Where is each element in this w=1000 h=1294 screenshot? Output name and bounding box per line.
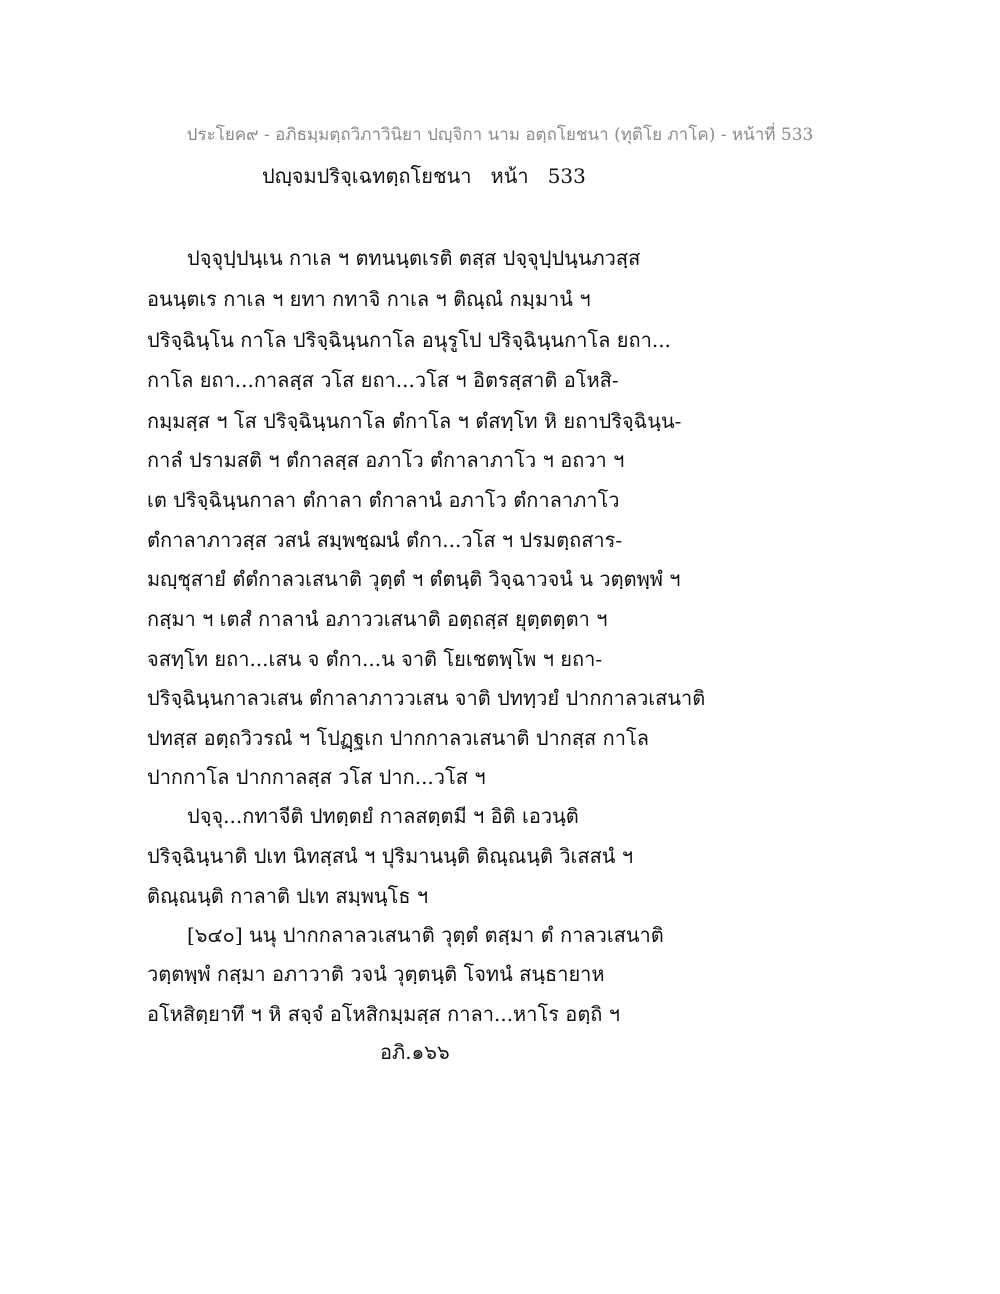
- page-title: ปญฺจมปริจฺเฉทตฺถโยชนา หน้า 533: [262, 164, 586, 188]
- text-line: กาโล ยถา...กาลสฺส วโส ยถา...วโส ฯ อิตรสฺสาติ อโหสิ-: [147, 368, 619, 392]
- text-line: อโหสิตฺยาทึ ฯ หิ สจฺจํ อโหสิกมฺมสฺส กาลา...หาโร อตฺถิ ฯ: [147, 1002, 620, 1026]
- text-line: ติณฺณนฺติ กาลาติ ปเท สมฺพนฺโธ ฯ: [147, 884, 429, 908]
- text-line: ตํกาลาภาวสฺส วสนํ สมฺพชฺฌนํ ตํกา...วโส ฯ ปรมตฺถสาร-: [147, 528, 623, 552]
- running-header: ประโยค๙ - อภิธมฺมตฺถวิภาวินิยา ปญฺจิกา นาม อตฺถโยชนา (ทุติโย ภาโค) - หน้าที่ 533: [186, 125, 814, 145]
- text-line: วตฺตพฺพํ กสฺมา อภาวาติ วจนํ วุตฺตนฺติ โจทนํ สนฺธายาห: [147, 962, 605, 986]
- text-line: ปทสฺส อตฺถวิวรณํ ฯ โปฏฺฐเก ปากกาลวเสนาติ ปากสฺส กาโล: [147, 726, 649, 750]
- text-line: กาลํ ปรามสติ ฯ ตํกาลสฺส อภาโว ตํกาลาภาโว ฯ อถวา ฯ: [147, 448, 625, 472]
- text-line: ปากกาโล ปากกาลสฺส วโส ปาก...วโส ฯ: [147, 765, 486, 789]
- page-footer: อภิ.๑๖๖: [380, 1040, 450, 1064]
- text-line: กมฺมสฺส ฯ โส ปริจฺฉินฺนกาโล ตํกาโล ฯ ตํสทฺโท หิ ยถาปริจฺฉินฺน-: [147, 409, 682, 433]
- text-line: ปจฺจุปฺปนฺเน กาเล ฯ ตทนนฺตเรติ ตสฺส ปจฺจุปฺปนฺนภวสฺส: [187, 246, 641, 270]
- text-line: อนนฺตเร กาเล ฯ ยทา กทาจิ กาเล ฯ ติณฺณํ กมฺมานํ ฯ: [147, 287, 591, 311]
- text-line: มญฺชุสายํ ตํตํกาลวเสนาติ วุตฺตํ ฯ ตํตนฺติ วิจฺฉาวจนํ น วตฺตพฺพํ ฯ: [147, 567, 681, 591]
- text-line: ปริจฺฉินฺนกาลวเสน ตํกาลาภาววเสน จาติ ปททฺวยํ ปากกาลวเสนาติ: [147, 686, 706, 710]
- text-line: กสฺมา ฯ เตสํ กาลานํ อภาววเสนาติ อตฺถสฺส ยุตฺตตฺตา ฯ: [147, 607, 608, 631]
- text-line: เต ปริจฺฉินฺนกาลา ตํกาลา ตํกาลานํ อภาโว ตํกาลาภาโว: [147, 488, 620, 512]
- text-line: ปริจฺฉินฺโน กาโล ปริจฺฉินฺนกาโล อนุรูโป ปริจฺฉินฺนกาโล ยถา...: [147, 328, 671, 352]
- text-line: ปจฺจุ...กทาจีติ ปทตฺตยํ กาลสตฺตมี ฯ อิติ เอวนฺติ: [187, 804, 579, 828]
- text-line: จสทฺโท ยถา...เสน จ ตํกา...น จาติ โยเชตพฺโพ ฯ ยถา-: [147, 647, 603, 671]
- text-line: [๖๔๐] นนุ ปากกลาลวเสนาติ วุตฺตํ ตสฺมา ตํ กาลวเสนาติ: [187, 923, 664, 947]
- text-line: ปริจฺฉินฺนาติ ปเท นิทสฺสนํ ฯ ปุริมานนฺติ ติณฺณนฺติ วิเสสนํ ฯ: [147, 844, 634, 868]
